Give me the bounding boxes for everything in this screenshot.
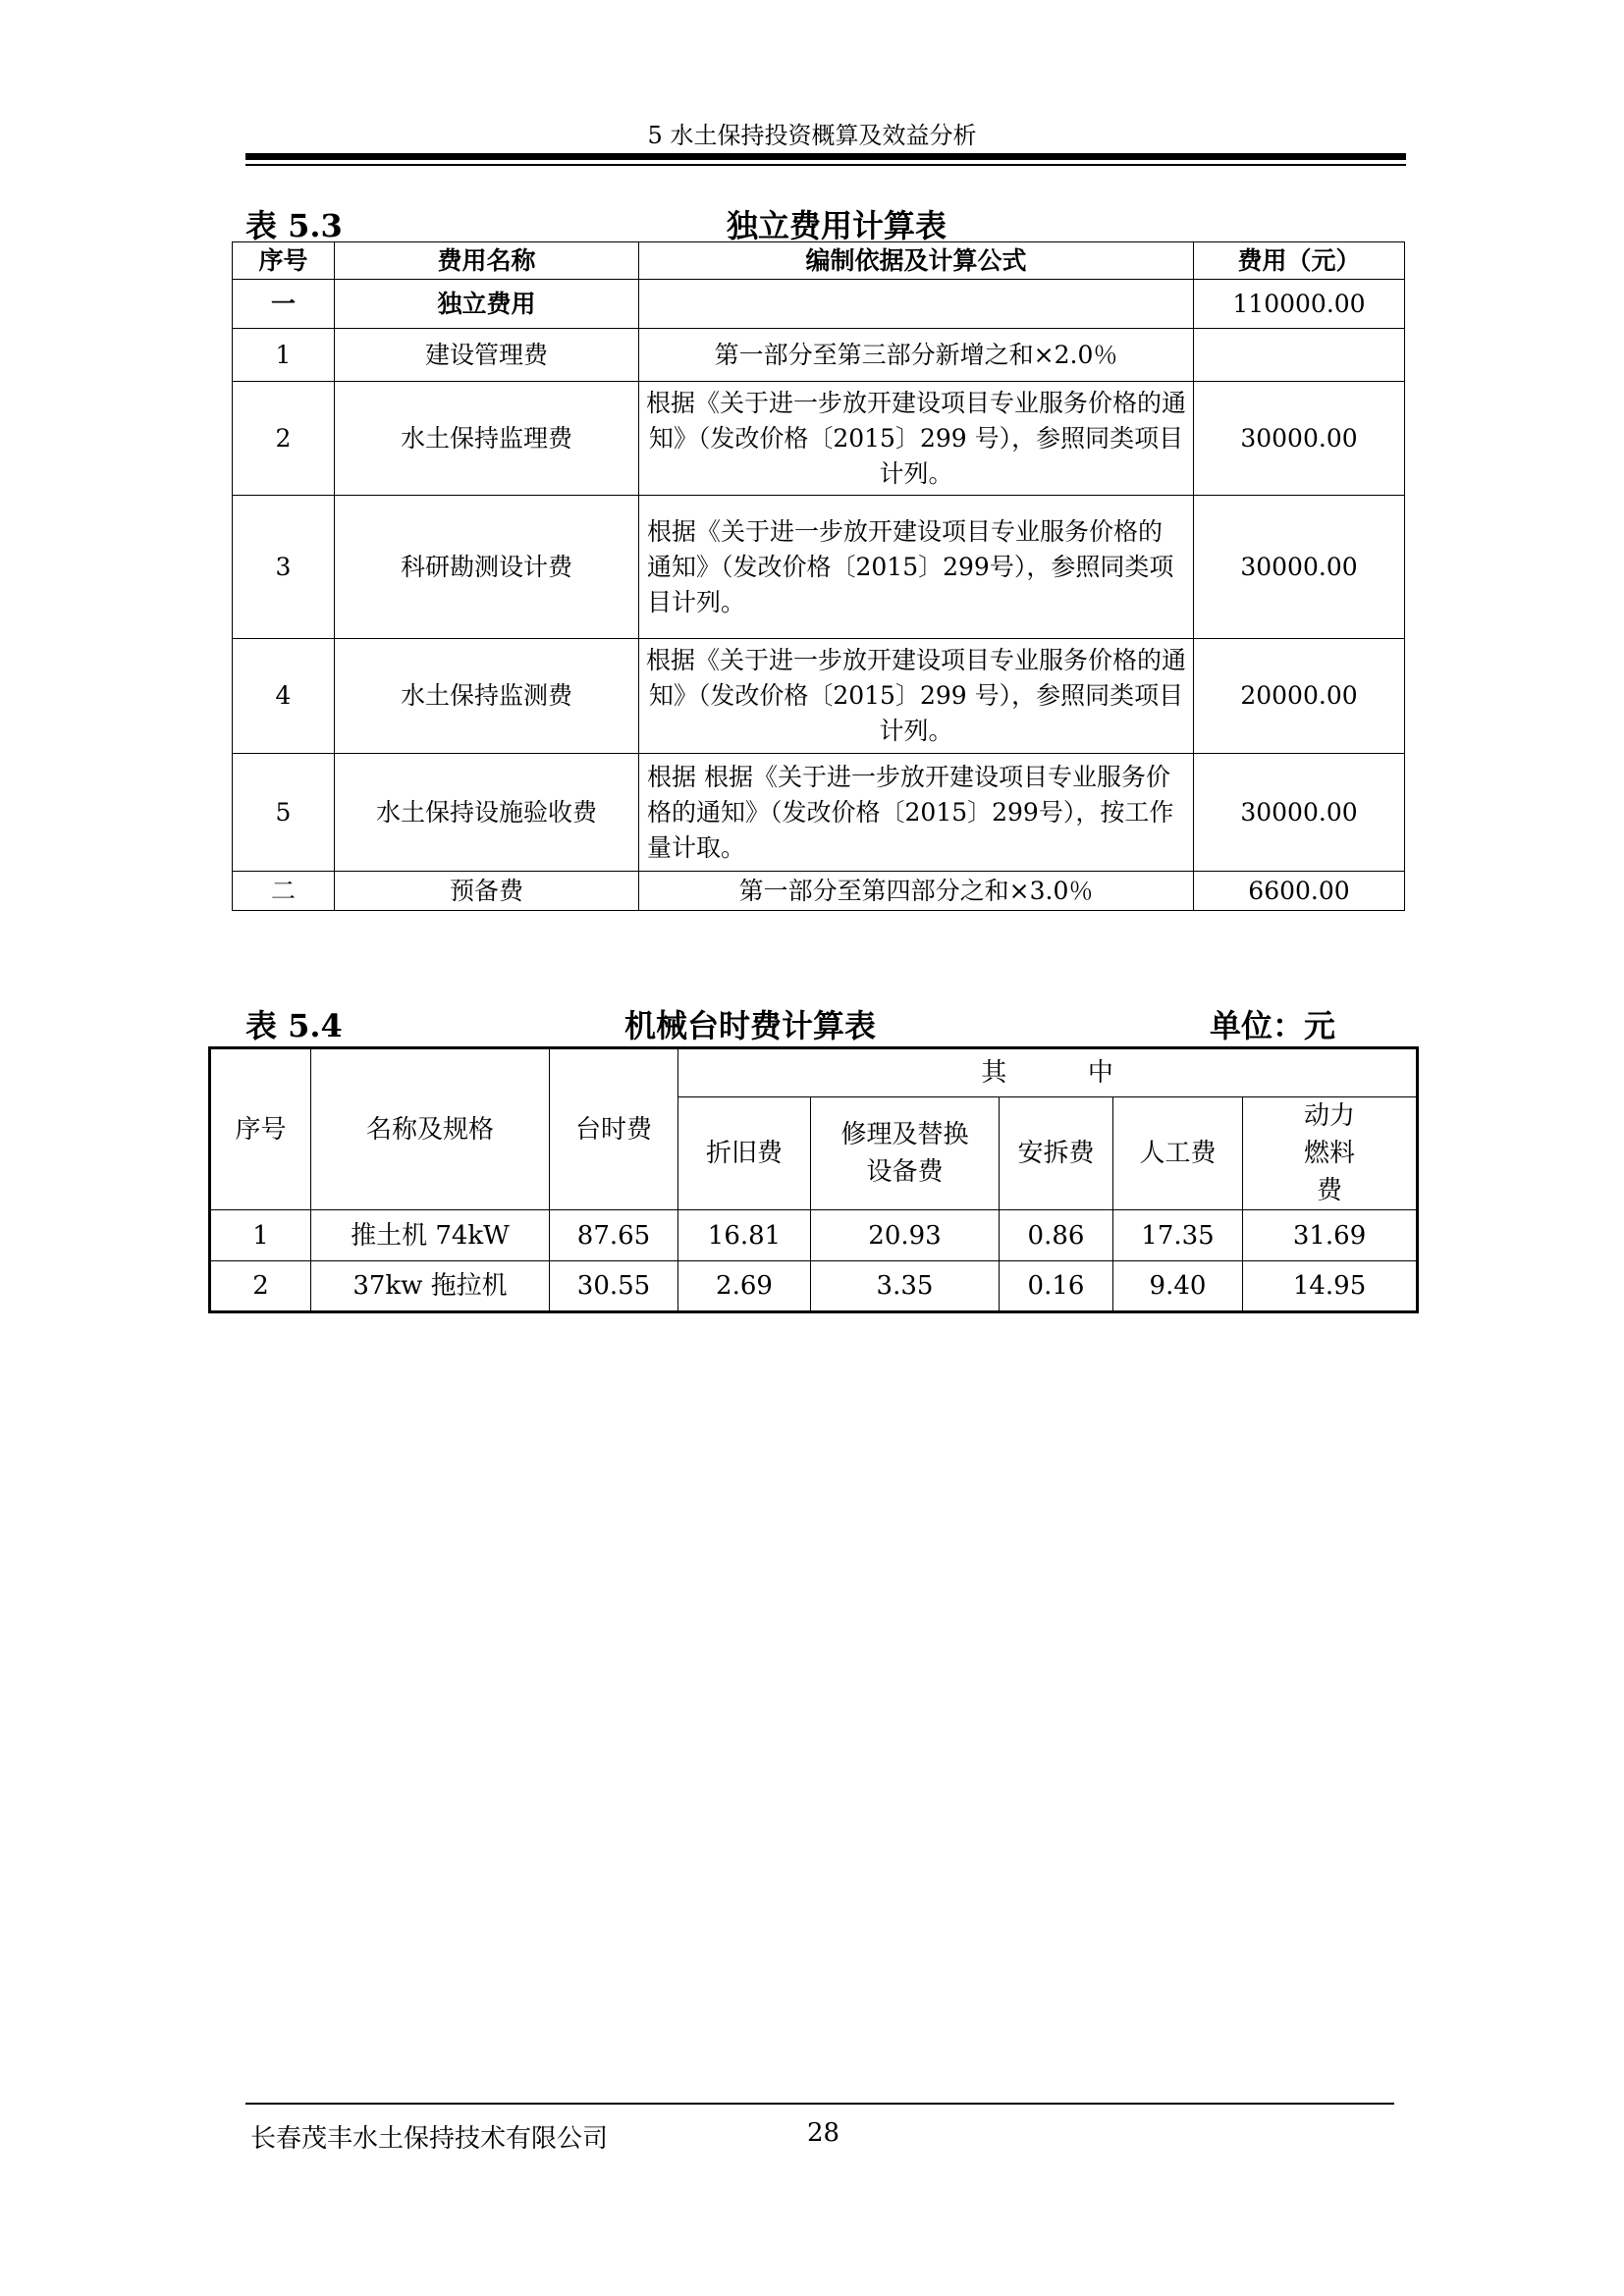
table-row: [233, 872, 1405, 911]
col-header: 编制依据及计算公式: [639, 242, 1194, 280]
cell-repair: 3.35: [811, 1261, 1000, 1312]
running-header: 5 水土保持投资概算及效益分析: [647, 122, 977, 149]
table54: [208, 1046, 1419, 1313]
table53: [232, 241, 1405, 911]
col-header: 序号: [210, 1048, 311, 1210]
footer-company: 长春茂丰水土保持技术有限公司: [250, 2124, 609, 2154]
cell-no: 1: [233, 329, 335, 382]
table53-header-row: [233, 242, 1405, 280]
cell-name: 37kw 拖拉机: [311, 1261, 550, 1312]
table53-title: 独立费用计算表: [727, 207, 947, 244]
cell-no: 5: [233, 754, 335, 872]
cell-basis: 根据《关于进一步放开建设项目专业服务价格的通知》（发改价格〔2015〕299 号），参照同类项目计列。: [639, 639, 1194, 754]
cell-hourly: 87.65: [550, 1210, 678, 1261]
cell-cost: 30000.00: [1194, 382, 1405, 496]
cell-cost: 30000.00: [1194, 754, 1405, 872]
cell-basis: 根据 根据《关于进一步放开建设项目专业服务价格的通知》（发改价格〔2015〕299号），按工作量计取。: [639, 754, 1194, 872]
cell-cost: 20000.00: [1194, 639, 1405, 754]
cell-cost: [1194, 329, 1405, 382]
cell-install: 0.86: [1000, 1210, 1113, 1261]
cell-hourly: 30.55: [550, 1261, 678, 1312]
cell-cost: 110000.00: [1194, 280, 1405, 329]
page-number: 28: [807, 2118, 840, 2148]
cell-no: 2: [210, 1261, 311, 1312]
table53-number: 表 5.3: [245, 207, 343, 244]
table-row: [233, 329, 1405, 382]
col-header: 动力燃料费: [1243, 1097, 1418, 1210]
cell-no: 二: [233, 872, 335, 911]
col-group-header: 其 中: [678, 1048, 1418, 1097]
cell-basis: [639, 280, 1194, 329]
cell-name: 推土机 74kW: [311, 1210, 550, 1261]
table54-number: 表 5.4: [245, 1007, 343, 1044]
header-rule-thin: [245, 164, 1406, 166]
col-header: 人工费: [1113, 1097, 1243, 1210]
cell-fuel: 31.69: [1243, 1210, 1418, 1261]
cell-cost: 6600.00: [1194, 872, 1405, 911]
cell-labor: 17.35: [1113, 1210, 1243, 1261]
cell-no: 1: [210, 1210, 311, 1261]
col-header: 修理及替换设备费: [811, 1097, 1000, 1210]
cell-name: 水土保持监理费: [335, 382, 639, 496]
col-header: 费用（元）: [1194, 242, 1405, 280]
cell-name: 预备费: [335, 872, 639, 911]
cell-labor: 9.40: [1113, 1261, 1243, 1312]
cell-no: 4: [233, 639, 335, 754]
cell-name: 建设管理费: [335, 329, 639, 382]
cell-no: 3: [233, 496, 335, 639]
cell-basis: 根据《关于进一步放开建设项目专业服务价格的通知》（发改价格〔2015〕299 号），参照同类项目计列。: [639, 382, 1194, 496]
col-header: 费用名称: [335, 242, 639, 280]
cell-basis: 第一部分至第三部分新增之和×2.0％: [639, 329, 1194, 382]
cell-name: 水土保持设施验收费: [335, 754, 639, 872]
header-rule-thick: [245, 153, 1406, 160]
table-row: [233, 639, 1405, 754]
col-header: 序号: [233, 242, 335, 280]
cell-name: 水土保持监测费: [335, 639, 639, 754]
cell-no: 2: [233, 382, 335, 496]
table54-header-row-1: [210, 1048, 1418, 1097]
col-header: 折旧费: [678, 1097, 811, 1210]
cell-basis: 第一部分至第四部分之和×3.0％: [639, 872, 1194, 911]
table-row: [210, 1210, 1418, 1261]
col-header: 台时费: [550, 1048, 678, 1210]
cell-basis: 根据《关于进一步放开建设项目专业服务价格的通知》（发改价格〔2015〕299号），参照同类项目计列。: [639, 496, 1194, 639]
table54-title: 机械台时费计算表: [624, 1007, 877, 1044]
footer-rule: [245, 2103, 1394, 2105]
cell-no: 一: [233, 280, 335, 329]
col-header: 安拆费: [1000, 1097, 1113, 1210]
col-header: 名称及规格: [311, 1048, 550, 1210]
table-row: [233, 382, 1405, 496]
cell-name: 科研勘测设计费: [335, 496, 639, 639]
cell-depreciation: 2.69: [678, 1261, 811, 1312]
table-row: [233, 754, 1405, 872]
cell-fuel: 14.95: [1243, 1261, 1418, 1312]
table54-unit: 单位：元: [1210, 1007, 1336, 1044]
cell-depreciation: 16.81: [678, 1210, 811, 1261]
table-row: [210, 1261, 1418, 1312]
cell-repair: 20.93: [811, 1210, 1000, 1261]
table-row: [233, 280, 1405, 329]
cell-install: 0.16: [1000, 1261, 1113, 1312]
cell-cost: 30000.00: [1194, 496, 1405, 639]
table-row: [233, 496, 1405, 639]
cell-name: 独立费用: [335, 280, 639, 329]
